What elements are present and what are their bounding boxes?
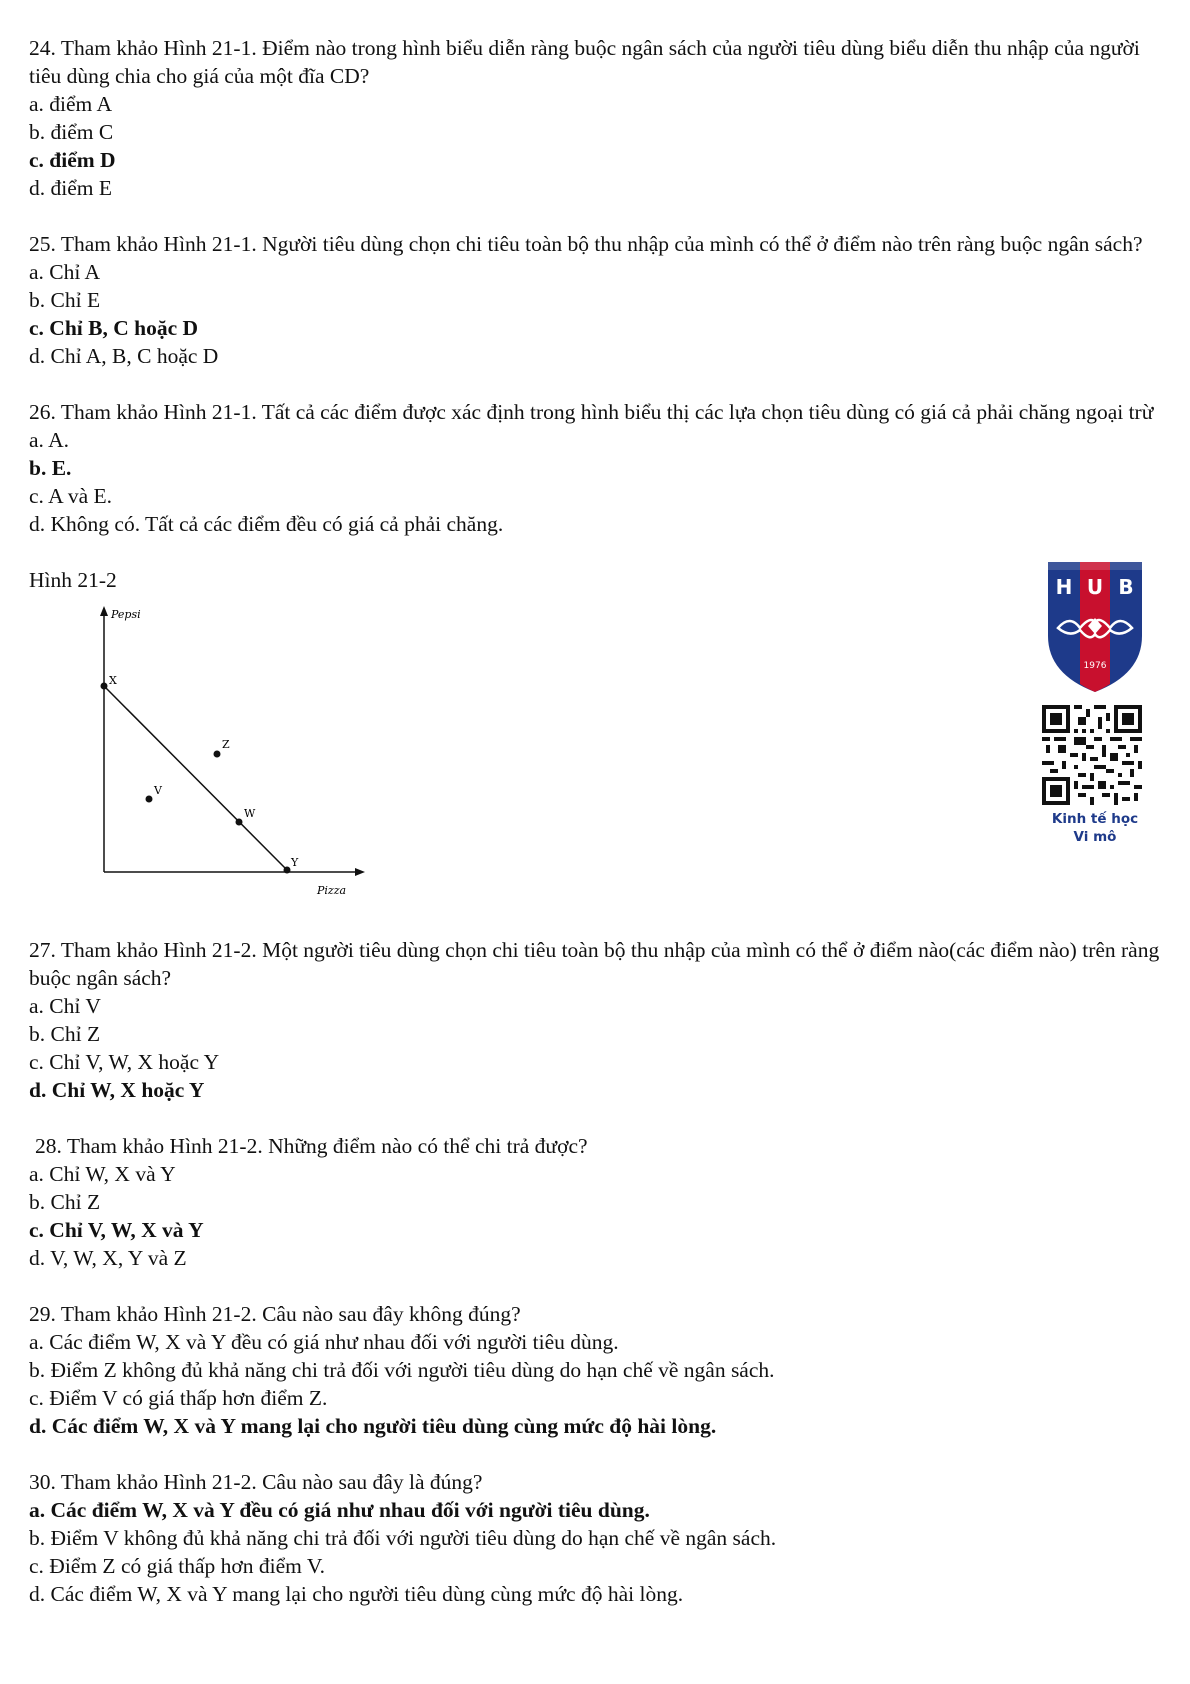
point-y: [284, 867, 291, 874]
budget-line: [104, 686, 289, 872]
question-stem: 24. Tham khảo Hình 21-1. Điểm nào trong hình biểu diễn ràng buộc ngân sách của người tiêu dùng biểu diễn thu nhập của người tiêu dùng chia cho giá của một đĩa CD?: [29, 36, 1140, 88]
point-z-label: Z: [222, 738, 230, 751]
point-x-label: X: [109, 674, 117, 687]
question-25: [29, 230, 1169, 370]
logo-year: 1976: [1083, 661, 1107, 671]
figure-21-2: [29, 604, 1169, 914]
option-d: d. Chỉ A, B, C hoặc D: [29, 344, 219, 368]
question-stem: 30. Tham khảo Hình 21-2. Câu nào sau đây là đúng?: [29, 1470, 483, 1494]
point-w-label: W: [244, 807, 256, 820]
point-z: [214, 751, 221, 758]
question-stem: 28. Tham khảo Hình 21-2. Những điểm nào có thể chi trả được?: [35, 1134, 588, 1158]
option-a-correct: a. Các điểm W, X và Y đều có giá như nhau đối với người tiêu dùng.: [29, 1498, 650, 1522]
option-d-correct: d. Chỉ W, X hoặc Y: [29, 1078, 205, 1102]
logo-letter-b: B: [1118, 575, 1134, 599]
figure-title: Hình 21-2: [29, 568, 117, 592]
document-page: [29, 34, 1169, 1636]
option-b: b. Điểm Z không đủ khả năng chi trả đối với người tiêu dùng do hạn chế về ngân sách.: [29, 1358, 775, 1382]
hub-logo: [1040, 556, 1150, 696]
y-axis-label: Pepsi: [111, 608, 141, 621]
option-c: c. A và E.: [29, 484, 112, 508]
question-stem: 27. Tham khảo Hình 21-2. Một người tiêu dùng chọn chi tiêu toàn bộ thu nhập của mình có thể ở điểm nào(các điểm nào) trên ràng buộc ngân sách?: [29, 938, 1160, 990]
option-d: d. Không có. Tất cả các điểm đều có giá cả phải chăng.: [29, 512, 504, 536]
budget-constraint-graph: [69, 604, 369, 904]
question-27: [29, 936, 1169, 1104]
option-c-correct: c. Chỉ B, C hoặc D: [29, 316, 199, 340]
option-a: a. Các điểm W, X và Y đều có giá như nhau đối với người tiêu dùng.: [29, 1330, 619, 1354]
option-c-correct: c. Chỉ V, W, X và Y: [29, 1218, 204, 1242]
caption-line-2: Vi mô: [1073, 829, 1117, 845]
question-29: [29, 1300, 1169, 1440]
option-b-correct: b. E.: [29, 456, 72, 480]
option-b: b. Điểm V không đủ khả năng chi trả đối với người tiêu dùng do hạn chế về ngân sách.: [29, 1526, 777, 1550]
question-26: [29, 398, 1169, 538]
point-y-label: Y: [291, 856, 299, 869]
option-b: b. Chỉ Z: [29, 1022, 101, 1046]
question-30: [29, 1468, 1169, 1608]
option-b: b. điểm C: [29, 120, 114, 144]
qr-code-icon: [1042, 705, 1142, 805]
question-stem: 26. Tham khảo Hình 21-1. Tất cả các điểm được xác định trong hình biểu thị các lựa chọn tiêu dùng có giá cả phải chăng ngoại trừ: [29, 400, 1154, 424]
option-c: c. Chỉ V, W, X hoặc Y: [29, 1050, 220, 1074]
option-a: a. Chỉ A: [29, 260, 101, 284]
option-a: a. A.: [29, 428, 70, 452]
x-axis-arrow: [355, 868, 365, 876]
logo-caption: [1030, 810, 1160, 846]
x-axis-label: Pizza: [317, 884, 347, 897]
caption-line-1: Kinh tế học: [1051, 811, 1139, 827]
question-28: [29, 1132, 1169, 1272]
option-d: d. Các điểm W, X và Y mang lại cho người tiêu dùng cùng mức độ hài lòng.: [29, 1582, 684, 1606]
option-a: a. Chỉ V: [29, 994, 101, 1018]
option-c-correct: c. điểm D: [29, 148, 116, 172]
logo-letter-u: U: [1086, 575, 1104, 599]
question-stem: 29. Tham khảo Hình 21-2. Câu nào sau đây không đúng?: [29, 1302, 521, 1326]
point-v-label: V: [154, 784, 162, 797]
option-d-correct: d. Các điểm W, X và Y mang lại cho người tiêu dùng cùng mức độ hài lòng.: [29, 1414, 717, 1438]
option-a: a. Chỉ W, X và Y: [29, 1162, 176, 1186]
question-24: [29, 34, 1169, 202]
question-stem: 25. Tham khảo Hình 21-1. Người tiêu dùng chọn chi tiêu toàn bộ thu nhập của mình có thể ở điểm nào trên ràng buộc ngân sách?: [29, 232, 1143, 256]
point-w: [236, 819, 243, 826]
point-v: [146, 796, 153, 803]
y-axis-arrow: [100, 606, 108, 616]
option-c: c. Điểm V có giá thấp hơn điểm Z.: [29, 1386, 328, 1410]
option-c: c. Điểm Z có giá thấp hơn điểm V.: [29, 1554, 325, 1578]
option-d: d. V, W, X, Y và Z: [29, 1246, 187, 1270]
option-d: d. điểm E: [29, 176, 112, 200]
logo-letter-h: H: [1055, 575, 1073, 599]
point-x: [101, 683, 108, 690]
option-b: b. Chỉ E: [29, 288, 101, 312]
option-a: a. điểm A: [29, 92, 112, 116]
option-b: b. Chỉ Z: [29, 1190, 101, 1214]
